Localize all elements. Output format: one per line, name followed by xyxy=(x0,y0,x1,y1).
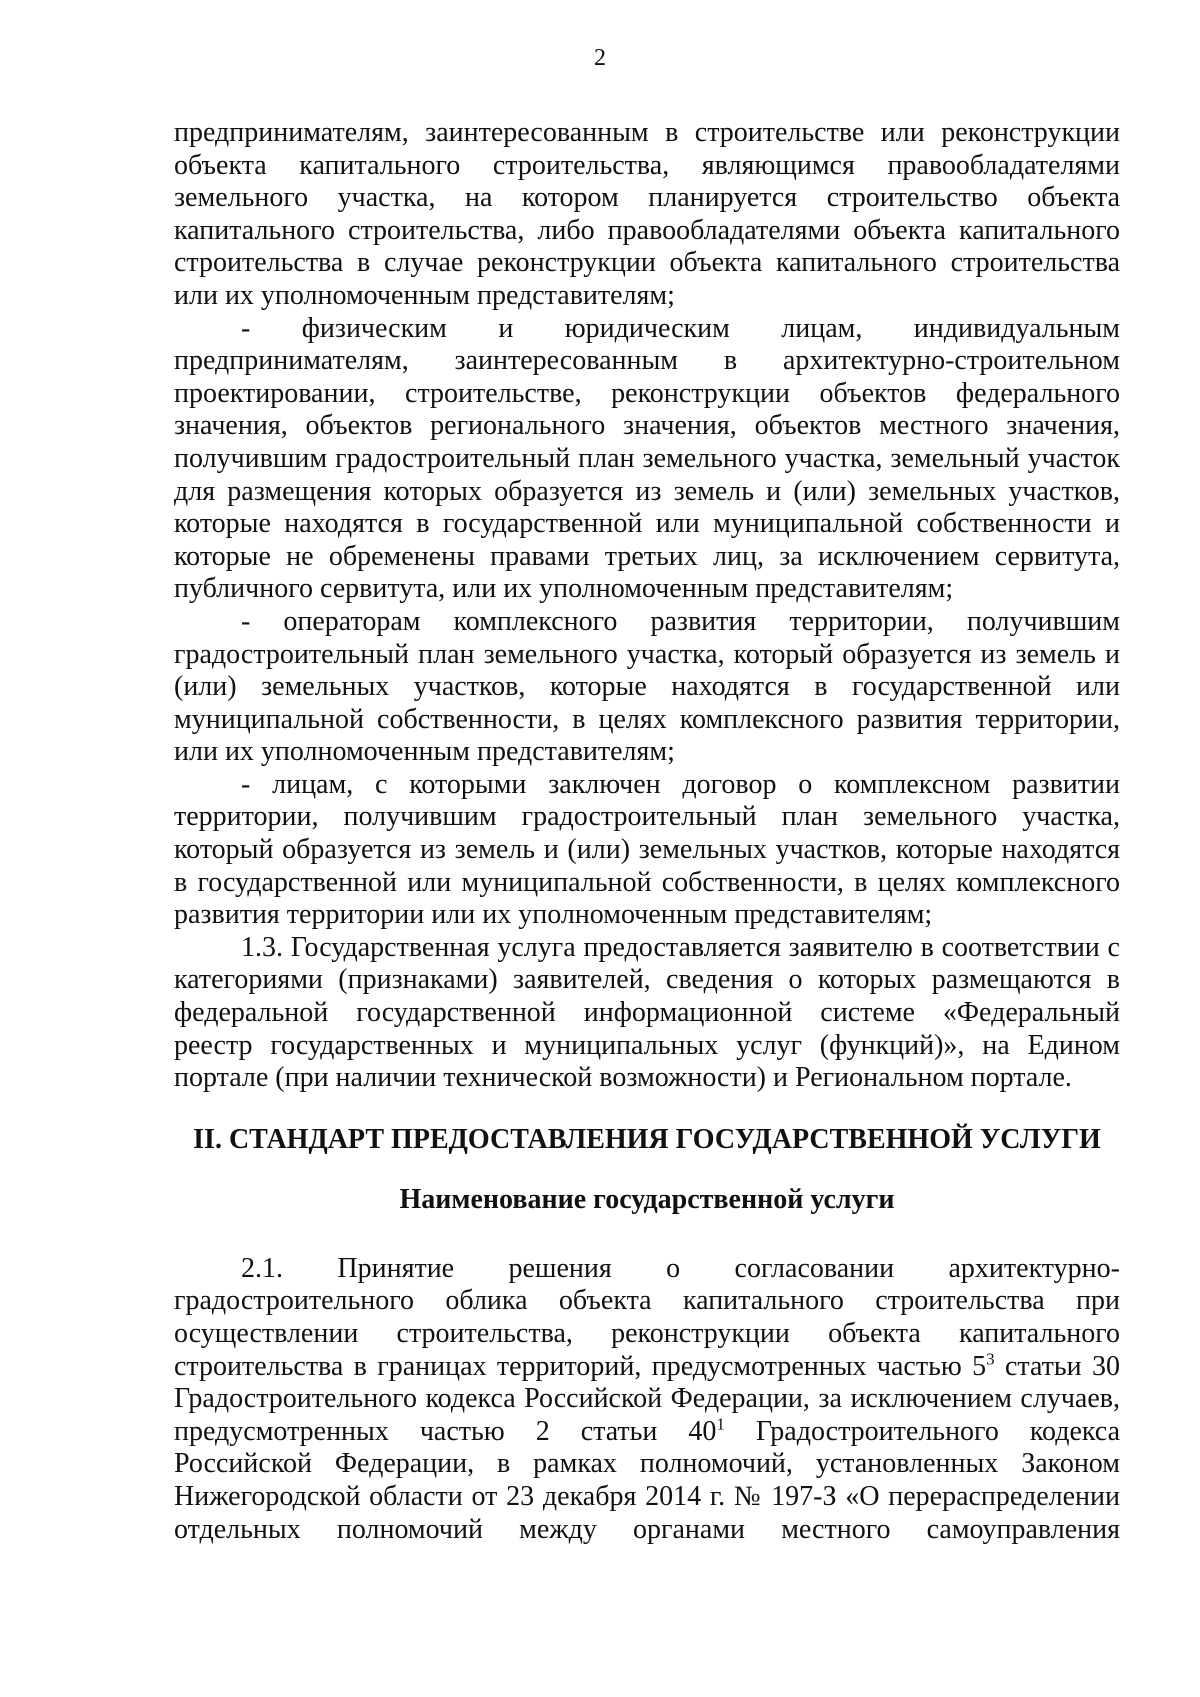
spacer xyxy=(174,1217,1120,1253)
paragraph-2-1-part-b: статьи 30 Градостроительного кодекса Российской Федерации, за исключением случаев, предусмотренных частью 2 статьи 40 xyxy=(174,1350,1120,1447)
document-body xyxy=(174,117,1120,1546)
paragraph-1-3: 1.3. Государственная услуга предоставляется заявителю в соответствии с категориями (признаками) заявителей, сведения о которых размещаются в федеральной государственной информационной системе «Федеральный реестр государственных и муниципальных услуг (функций)», на Едином портале (при наличии технической возможности) и Региональном портале. xyxy=(174,931,1120,1094)
subsection-title: Наименование государственной услуги xyxy=(399,1183,895,1215)
paragraph-applicants-operators: - операторам комплексного развития территории, получившим градостроительный план земельного участка, который образуется из земель и (или) земельных участков, которые находятся в государственной или муниципальной собственности, в целях комплексного развития территории, или их уполномоченным представителям; xyxy=(174,605,1120,768)
page-number: 2 xyxy=(594,45,606,71)
superscript-1: 1 xyxy=(716,1414,725,1434)
paragraph-applicants-contract-parties: - лицам, с которыми заключен договор о комплексном развитии территории, получившим градостроительный план земельного участка, который образуется из земель и (или) земельных участков, которые находятся в государственной или муниципальной собственности, в целях комплексного развития территории или их уполномоченным представителям; xyxy=(174,768,1120,931)
superscript-3: 3 xyxy=(986,1349,995,1369)
paragraph-2-1-part-a: 2.1. Принятие решения о согласовании архитектурно-градостроительного облика объекта капитального строительства при осуществлении строительства, реконструкции объекта капитального строительства в границах территорий, предусмотренных частью 5 xyxy=(174,1252,1120,1382)
paragraph-applicants-individuals: - физическим и юридическим лицам, индивидуальным предпринимателям, заинтересованным в архитектурно-строительном проектировании, строительстве, реконструкции объектов федерального значения, объектов регионального значения, объектов местного значения, получившим градостроительный план земельного участка, земельный участок для размещения которых образуется из земель и (или) земельных участков, которые находятся в государственной или муниципальной собственности и которые не обременены правами третьих лиц, за исключением сервитута, публичного сервитута, или их уполномоченным представителям; xyxy=(174,312,1120,605)
paragraph-2-1-part-c: Градостроительного кодекса Российской Федерации, в рамках полномочий, установленных Законом Нижегородской области от 23 декабря 2014 г. № 197-З «О перераспределении отдельных полномочий между органами местного самоуправления xyxy=(174,1415,1120,1545)
section-title: II. СТАНДАРТ ПРЕДОСТАВЛЕНИЯ ГОСУДАРСТВЕННОЙ УСЛУГИ xyxy=(193,1123,1101,1155)
paragraph-2-1 xyxy=(174,1253,1120,1546)
paragraph-applicants-developers: предпринимателям, заинтересованным в строительстве или реконструкции объекта капитального строительства, являющимся правообладателями земельного участка, на котором планируется строительство объекта капитального строительства, либо правообладателями объекта капитального строительства в случае реконструкции объекта капитального строительства или их уполномоченным представителям; xyxy=(174,117,1120,311)
